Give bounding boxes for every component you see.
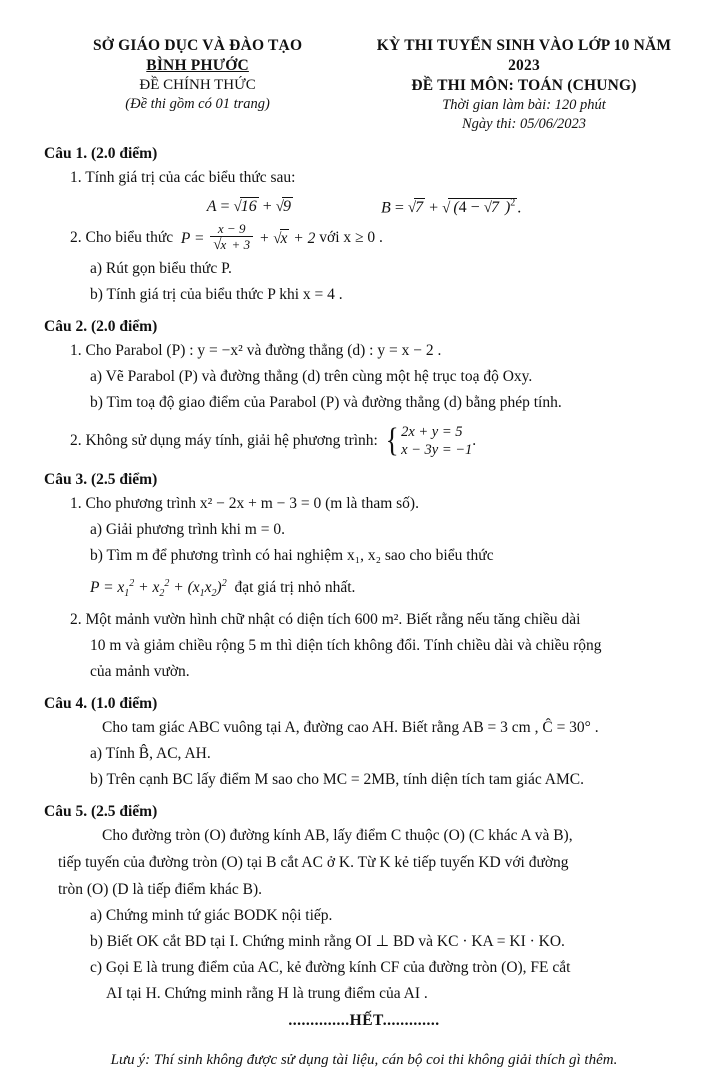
question-5-a: a) Chứng minh tứ giác BODK nội tiếp. [90,906,333,924]
question-1-item-2-prefix: 2. Cho biểu thức [70,229,174,247]
exam-title: KỲ THI TUYỂN SINH VÀO LỚP 10 NĂM 2023 [376,37,672,75]
question-1-b: b) Tính giá trị của biểu thức P khi x = 4 . [90,285,343,303]
question-2-b: b) Tìm toạ độ giao điểm của Parabol (P) và đường thẳng (d) bằng phép tính. [90,393,562,411]
end-marker: ..............HẾT............. [288,1011,440,1029]
question-3-item-2-line-2: 10 m và giảm chiều rộng 5 m thì diện tích không đổi. Tính chiều dài và chiều rộng [90,636,602,654]
header-right-block [364,36,684,134]
document-header [44,36,684,134]
question-3-b-expression: $P = x_1^2 + x_2^2 + (x_1x_2)^2$ đạt giá trị nhỏ nhất. [90,577,356,600]
system-equation-2: x − 3y = −1 [401,442,473,459]
question-1-expression-P: P = $\frac{x - 9}{√x + 3}$ + √x + 2 [177,221,320,254]
page-count-note: (Đề thi gồm có 01 trang) [125,95,270,112]
question-2-item-2-text: 2. Không sử dụng máy tính, giải hệ phương trình: [70,431,378,449]
question-5-c-line-1: c) Gọi E là trung điểm của AC, kẻ đường kính CF của đường tròn (O), FE cắt [90,958,571,976]
formula-A: A = √16 + √9 [206,198,292,216]
question-1-a: a) Rút gọn biểu thức P. [90,259,232,277]
formula-B: B = √7 + √ (4 − √7 )$^2$ . [381,198,522,217]
question-5-intro-line-3: tròn (O) (D là tiếp điểm khác B). [58,880,263,898]
question-2-item-1: 1. Cho Parabol (P) : y = −x² và đường thẳng (d) : y = x − 2 . [70,341,442,359]
question-3-a: a) Giải phương trình khi m = 0. [90,520,285,538]
question-5-b: b) Biết OK cắt BD tại I. Chứng minh rằng OI ⊥ BD và KC · KA = KI · KO. [90,932,565,950]
exam-subject: ĐỀ THI MÔN: TOÁN (CHUNG) [411,77,637,95]
question-4-b: b) Trên cạnh BC lấy điểm M sao cho MC = 2MB, tính diện tích tam giác AMC. [90,770,584,788]
question-5-c-line-2: AI tại H. Chứng minh rằng H là trung điểm của AI . [106,984,428,1002]
exam-date: Ngày thi: 05/06/2023 [461,116,587,133]
system-equation-1: 2x + y = 5 [401,423,463,440]
question-3-title: Câu 3. (2.5 điểm) [44,470,158,488]
question-3-item-1: 1. Cho phương trình x² − 2x + m − 3 = 0 (m là tham số). [70,494,419,512]
question-1-item-2 [70,223,684,254]
department-name: SỞ GIÁO DỤC VÀ ĐÀO TẠO [92,37,303,54]
exam-duration: Thời gian làm bài: 120 phút [442,97,606,114]
system-of-equations [384,423,473,460]
left-brace: { [385,422,399,460]
question-2-a: a) Vẽ Parabol (P) và đường thẳng (d) trên cùng một hệ trục toạ độ Oxy. [90,367,533,385]
question-1-item-2-suffix: với x ≥ 0 . [319,229,383,247]
question-3-b: b) Tìm m để phương trình có hai nghiệm x₁, x₂ sao cho biểu thức [90,546,494,564]
question-4-title: Câu 4. (1.0 điểm) [44,694,158,712]
question-3-item-2-line-3: của mảnh vườn. [90,662,190,680]
question-1-item-1: 1. Tính giá trị của các biểu thức sau: [70,169,296,187]
exam-note: Lưu ý: Thí sinh không được sử dụng tài liệu, cán bộ coi thi không giải thích gì thêm. [110,1051,618,1068]
header-left-block [44,36,351,113]
question-5-title: Câu 5. (2.5 điểm) [44,802,158,820]
question-5-intro-line-2: tiếp tuyến của đường tròn (O) tại B cắt AC ở K. Từ K kẻ tiếp tuyến KD với đường [58,853,569,871]
question-4-intro: Cho tam giác ABC vuông tại A, đường cao AH. Biết rằng AB = 3 cm , Ĉ = 30° . [102,718,599,736]
question-3-item-2-line-1: 2. Một mảnh vườn hình chữ nhật có diện tích 600 m². Biết rằng nếu tăng chiều dài [70,610,581,628]
official-paper-label: ĐỀ CHÍNH THỨC [139,76,256,93]
province-name: BÌNH PHƯỚC [146,56,249,74]
question-4-a: a) Tính B̂, AC, AH. [90,744,211,762]
question-2-item-2: 2. Không sử dụng máy tính, giải hệ phương trình: { 2x + y = 5 x − 3y = −1 . [70,422,477,460]
question-1-title: Câu 1. (2.0 điểm) [44,145,158,163]
question-1-formulas [44,198,684,217]
question-5-intro-line-1: Cho đường tròn (O) đường kính AB, lấy điểm C thuộc (O) (C khác A và B), [102,826,573,844]
question-2-title: Câu 2. (2.0 điểm) [44,317,158,335]
